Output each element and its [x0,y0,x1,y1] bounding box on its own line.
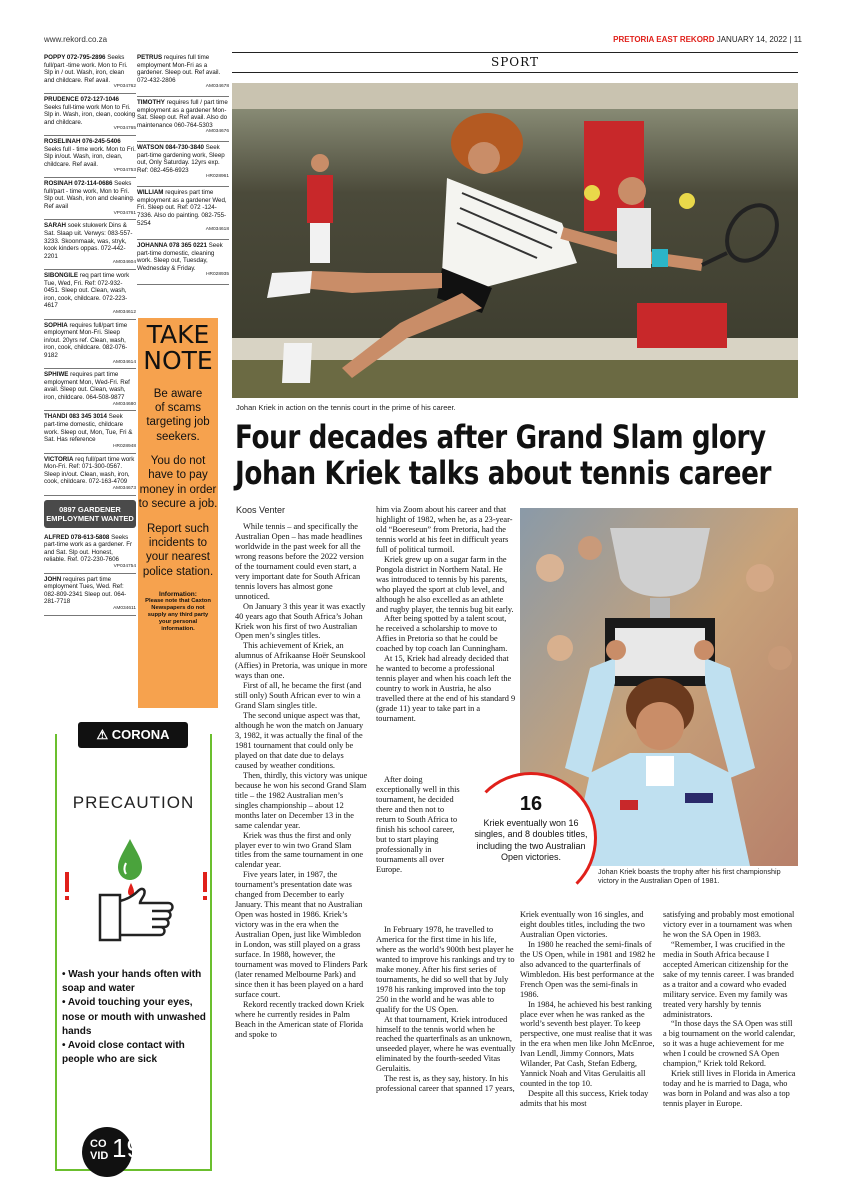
classified-ad [137,240,229,285]
ad-reference: HR028961 [206,174,229,180]
handwash-icon [90,835,180,945]
ad-reference: HR028935 [206,272,229,278]
ad-name: JOHANNA 078 365 0221 [137,241,207,249]
gardener-employment-heading: 0897 GARDENER EMPLOYMENT WANTED [44,500,136,528]
ad-text: req full/part time work Mon-Fri. Ref: 071-300-0567. Sleep in/out. Clean, wash, iron, cook, childcare. 072-163-4709 [44,455,135,486]
article-paragraph: Despite all this success, Kriek today admits that his most [520,1089,649,1109]
ad-reference: VP034753 [113,168,136,174]
corona-tip: • Avoid touching your eyes, nose or mouth with unwashed hands [62,997,206,1037]
article-paragraph: At 15, Kriek had already decided that he wanted to become a professional tennis player and when his coach left the country to work in Austria, he also travelled there at the end of his standard 9 (grade 11) year to take part in a tournament. [376,654,516,724]
classified-ad [44,136,136,178]
ad-reference: VP034765 [113,126,136,132]
classified-ad [137,142,229,187]
ad-text: Seek part-time domestic, childcare work. Sleep out, Mon, Tue, Fri & Sat. Has reference [44,413,133,444]
stat-callout [465,772,597,904]
ad-reference: AM034673 [112,485,136,491]
take-note-line: of scams [154,401,201,414]
take-note-line [138,444,218,454]
main-tennis-photo [232,83,798,398]
classified-ad [44,320,136,370]
ad-reference: AM034618 [205,227,229,233]
take-note-title: TAKE NOTE [143,320,213,376]
covid-19-logo: CO VID 19 [82,1127,142,1177]
classified-ad [44,220,136,270]
classified-ad [44,454,136,496]
warning-mark-right-icon [203,872,207,892]
ad-name: SOPHIA [44,321,68,329]
article-paragraph: After being spotted by a talent scout, he received a scholarship to move to Affies in Pretoria so that he could be coached by top coach Ian Cunningham. [376,614,508,654]
article-paragraph: him via Zoom about his career and that highlight of 1982, when he, as a 23-year-old “Boereseun” from Pretoria, had the tennis world at his feet in difficult years full of political turmoil. [376,505,513,554]
publication-name: PRETORIA EAST REKORD [613,35,715,44]
take-note-line: police station. [142,565,214,578]
ad-text: Seeks part-time work as a gardener. Fr and Sat. Slp out. Honest, reliable. Ref. 072-230-7606 [44,533,133,564]
take-note-line: Report such [146,522,209,535]
ad-reference: VP034761 [113,210,136,216]
site-url: www.rekord.co.za [44,35,108,44]
take-note-line: to secure a job. [138,498,218,511]
warning-mark-left-icon [65,872,69,892]
article-paragraph: Then, thirdly, this victory was unique because he won his second Grand Slam title – the 1982 Australian men’s singles championship – about 12 months later on December 13 in the same calendar year. [235,770,368,830]
classified-ad [44,270,136,320]
take-note-info-title: Information: [159,591,197,598]
article-paragraph: Kriek grew up on a sugar farm in the Pongola district in Northern Natal. He was introduced to tennis by his parents, who played the sport at club level, and although he also excelled as an athlete and rugby player, the tennis bug bit early. [376,554,514,614]
ad-text: req part time work Tue, Wed, Fri. Ref: 072-932-0451. Sleep out. Clean, wash, iron, cook, childcare. 072-223-4617 [44,272,130,310]
take-note-info-text: Please note that Caxton Newspapers do not supply any third party your personal information. [145,598,211,632]
article-paragraph: First of all, he became the first (and still only) South African ever to win a Grand Slam singles title. [235,681,362,711]
ad-reference: HR028948 [113,443,136,449]
article-paragraph: In 1980 he reached the semi-finals of the US Open, while in 1981 and 1982 he also advanced to the quarterfinals of Wimbledon. His best performance at the French Open was the semi-finals in 1986. [520,939,656,999]
ad-text: Seek part-time domestic, cleaning work. Sleep out, Tuesday, Wednesday & Friday. [137,241,223,272]
article-column-1 [235,522,368,1172]
take-note-message [138,387,218,580]
ad-text: Seeks full - time work. Mon to Fri. Slp in/out. Wash, iron, clean, childcare. Ref avail. [44,145,136,168]
article-paragraph: satisfying and probably most emotional victory ever in a tournament was when he won the SA Open in 1983. [663,910,795,939]
classifieds-column-1 [44,52,136,616]
trophy-photo-caption: Johan Kriek boasts the trophy after his first championship victory in the Australian Open of 1981. [598,867,781,885]
ad-name: WILLIAM [137,189,164,197]
article-paragraph: Five years later, in 1987, the tournament’s presentation date was changed from December to early January. This meant that no Australian Open was hosted in 1986. Kriek’s victory was in the era when the Australian Open, just like Wimbledon in London, was still played on a grass surface. In 1988, however, the tournament was moved to Flinders Park (later renamed Melbourne Park) and since then it has been played on a hard surface court. [235,870,368,999]
article-paragraph: Rekord recently tracked down Kriek where he currently resides in Palm Beach in the American state of Florida and spoke to [235,999,365,1039]
ad-text: requires part time employment as a gardener Wed, Fri. Sleep out. Ref: 072 -124-7336. Also do painting. 082-755-5254 [137,189,227,227]
warning-dot-right-icon [203,896,207,900]
corona-tip: • Wash your hands often with soap and water [62,969,202,995]
ad-name: ROSINAH 072-114-0686 [44,180,113,188]
classified-ad [44,532,136,574]
ad-name: SPHIWE [44,371,69,379]
article-paragraph: Kriek eventually won 16 singles, and eight doubles titles, including the two Australian Open victories. [520,910,645,939]
take-note-line [138,512,218,522]
ad-text: requires part time employment Mon, Wed-Fri. Ref avail. Sleep out. Clean, wash, iron, childcare. 064-508-9877 [44,371,130,402]
take-note-line: your nearest [146,551,210,564]
take-note-line: incidents to [148,536,208,549]
ad-reference: AM034614 [112,359,136,365]
header-separator: | [789,35,792,44]
ad-reference: AM034612 [112,309,136,315]
corona-badge: ⚠ CORONA [78,722,188,748]
article-paragraph: “Remember, I was crucified in the media in South Africa because I accepted American citizenship for the sake of my tennis career. I was branded as a traitor and a coward who evaded military service. Even my family was treated very harshly by tennis administrators. [663,939,794,1019]
ad-text: Seeks full/part -time work. Mon to Fri. Slp in / out. Wash, iron, clean and childcare. Ref avail. [44,54,128,84]
ad-name: SIBONGILE [44,272,79,280]
ad-text: soek stukwerk Dins & Sat. Slaap uit. Verwys: 083-557-3233. Skoonmaak, was, stryk, kook kinders oppas. 072-442-2201 [44,222,133,260]
ad-name: VICTORIA [44,455,74,463]
article-column-4 [663,910,798,1175]
ad-name: PETRUS [137,54,163,61]
warning-dot-left-icon [65,896,69,900]
ad-text: Seek part-time gardening work, Sleep out, Only Saturday. 12yrs exp. Ref: 082-456-6923 [137,144,225,174]
ad-name: WATSON 084-730-3840 [137,144,204,152]
classifieds-column-2 [137,52,229,285]
classified-ad [137,52,229,97]
article-paragraph: While tennis – and specifically the Australian Open – has made headlines worldwide in the past week for all the wrong reasons before the 2022 version of the tournament could even start, a very important date for South African tennis lovers has almost gone unnoticed. [235,522,364,601]
ad-reference: AM034680 [112,401,136,407]
take-note-line: You do not [150,455,206,467]
ad-name: PRUDENCE 072-127-1046 [44,96,119,104]
article-paragraph: The rest is, as they say, history. In his professional career that spanned 17 years, [376,1074,515,1094]
classified-ad [44,574,136,616]
take-note-box [138,318,218,708]
take-note-line: targeting job [146,416,210,429]
article-column-3 [520,910,656,1175]
ad-name: ALFRED 078-613-5808 [44,533,110,541]
ad-text: requires full / part time employment as a gardener Mon-Sat. Sleep out. Ref avail. Also do maintenance 060-764-5303 [137,99,228,129]
ad-reference: AM034604 [112,260,136,266]
article-paragraph: In 1984, he achieved his best ranking place ever when he was ranked as the world’s seventh best player. To keep perspective, one must realise that it was in the era when men like John McEnroe, Ivan Lendl, Jimmy Connors, Mats Wilander, Pat Cash, Stefan Edberg, Yannick Noah and Vitas Gerulaitis all counted in the top 10. [520,999,655,1089]
page-number: 11 [793,35,802,44]
ad-name: ROSELINAH 076-245-5406 [44,138,121,146]
ad-reference: AM034611 [113,605,136,611]
article-column-2-wrap [376,775,464,925]
article-paragraph: Kriek still lives in Florida in America today and he is married to Daga, who was born in Poland and was also a top tennis player in Europe. [663,1069,796,1109]
paper-header [613,35,802,44]
precaution-title: PRECAUTION [72,793,195,812]
byline: Koos Venter [236,505,286,515]
classified-ad [137,187,229,240]
issue-date: JANUARY 14, 2022 [716,35,788,44]
ad-name: SARAH [44,222,67,230]
article-paragraph: The second unique aspect was that, although he won the match on January 3, 1982, it was actually the final of the 1981 tournament that could only be played on that date due to delays caused by weather conditions. [235,711,364,770]
article-paragraph: After doing exceptionally well in this tournament, he decided there and then not to return to South Africa to finish his school career, but to start playing professionally in tournaments all over Europe. [376,775,460,874]
classified-ad [44,369,136,411]
ad-text: requires full time employment Mon-Fri as a gardener. Sleep out. Ref avail. 072-432-2806 [137,54,221,84]
take-note-line: have to pay [148,469,208,482]
article-paragraph: At that tournament, Kriek introduced himself to the tennis world when he reached the quarterfinals as an unknown, unseeded player, where he was eventually eliminated by the fourth-seeded Vitas Gerulaitis. [376,1014,516,1074]
article-paragraph: Kriek was thus the first and only player ever to win two Grand Slam titles from the same tournament in one calendar year. [235,830,364,870]
classified-ad [44,178,136,220]
article-paragraph: This achievement of Kriek, an alumnus of Afrikaanse Hoër Seunskool (Affies) in Pretoria, was unique in more ways than one. [235,641,368,681]
classified-ad [44,411,136,453]
ad-reference: AM034676 [205,129,229,135]
ad-text: Seeks full/part - time work, Mon to Fri. Slp out. Wash, iron and cleaning. Ref avail [44,180,135,210]
classified-ad [44,52,136,94]
corona-tip: • Avoid close contact with people who are sick [62,1039,185,1066]
ad-reference: AM034678 [205,84,229,90]
take-note-line: Be aware [153,387,203,400]
ad-reference: VP034762 [113,84,136,90]
classified-ad [137,97,229,142]
corona-tips-list [62,968,210,1067]
take-note-line: money in order [139,483,217,496]
article-column-2 [376,505,516,775]
section-label: SPORT [232,52,798,73]
main-photo-caption: Johan Kriek in action on the tennis court in the prime of his career. [236,403,456,412]
ad-text: requires part time employment Tues, Wed. Ref: 082-809-2341 Sleep out. 064-281-7718 [44,575,127,606]
ad-name: TIMOTHY [137,99,165,107]
ad-text: Seeks full-time work Mon to Fri. Slp in. Wash, iron, clean, cooking and childcare. [44,103,136,126]
ad-name: JOHN [44,575,62,583]
article-headline: Four decades after Grand Slam glory Johan Kriek talks about tennis career [235,418,771,492]
ad-name: POPPY 072-795-2896 [44,54,106,61]
take-note-line: seekers. [156,430,200,443]
article-paragraph: “In those days the SA Open was still a big tournament on the world calendar, so it was a huge achievement for me when I could be crowned SA Open champion,” Kriek told Rekord. [663,1019,796,1069]
article-column-2-bottom [376,925,516,1175]
ad-name: THANDI 083 345 3014 [44,413,107,421]
ad-text: requires full/part time employment Mon-Fri. Sleep in/out. 20yrs ref. Clean, wash, iron, cook, childcare. 082-076-9182 [44,321,128,359]
article-paragraph: In February 1978, he travelled to America for the first time in his life, where as the world’s 900th best player he wanted to improve his rankings and try to make money. After his first series of tournaments, he did so well that by July 1978 his ranking improved into the top 250 in the world and he was able to qualify for the US Open. [376,925,515,1014]
stat-number: 16 [519,793,543,815]
stat-text: Kriek eventually won 16 singles, and 8 doubles titles, including the two Australian Open victories. [474,818,588,862]
article-paragraph: On January 3 this year it was exactly 40 years ago that South Africa’s Johan Kriek won his first of two Australian Open men’s singles titles. [235,601,366,641]
classified-ad [44,94,136,136]
ad-reference: VP034754 [113,563,136,569]
